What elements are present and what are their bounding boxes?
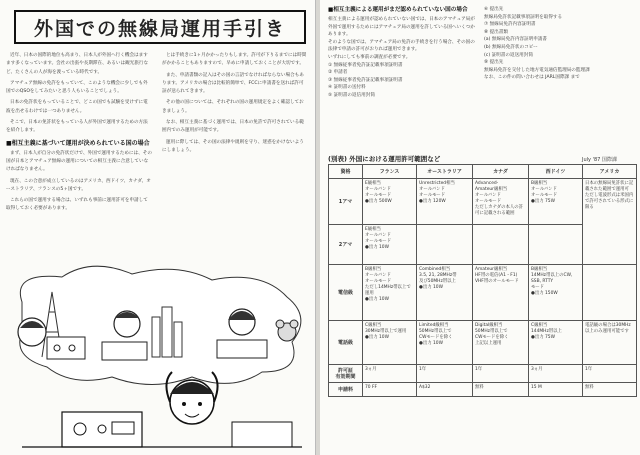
table-cell: 70 FF	[363, 383, 417, 397]
table-row	[329, 365, 637, 383]
list-item: 無線局免許状記載事項証明を取得する	[484, 14, 563, 20]
row-header: 申請料	[329, 383, 363, 397]
table-row	[329, 265, 637, 321]
list-item: (b) 無線局免許状のコピー	[484, 44, 538, 50]
table-cell: C級相当 30MHz帯以上で運用 ●出力 10W	[363, 321, 417, 365]
table-cell: Limited級相当 50MHz帯以上で CWモードを除く ●出力 10W	[417, 321, 473, 365]
paragraph: そこで、日本の免許状をもっている人が外国で運用するための方法を紹介します。	[6, 120, 148, 134]
right-column-1	[328, 6, 476, 100]
left-column-1	[6, 52, 152, 217]
list-item: 無線局免許を交付した地方電気通信監理局の監理課	[484, 67, 590, 73]
paragraph: その他の国については、それぞれの国の運用規定をよく確認しておきましょう。	[162, 100, 304, 114]
list-item: (a) 無線局免許内容証明申請書	[484, 37, 547, 43]
table-cell: 3ヵ月	[363, 365, 417, 383]
left-page	[0, 0, 316, 455]
section-heading: ■相互主義に基づいて運用が決められている国の場合	[6, 139, 150, 147]
paragraph: 近年、日本の国際的地位も高まり、日本人が外国へ行く機会はますます多くなっています。会社の出張や長期滞在、あるいは観光旅行など、たくさんの人が海を渡っている時代です。	[6, 53, 149, 75]
paragraph: いずれにしても事前の調査が必要です。	[328, 54, 411, 60]
paragraph: 運用に際しては、その国の法律や規則を守り、迷惑をかけないようにしましょう。	[162, 139, 304, 153]
table-header: フランス	[363, 165, 417, 179]
row-header: 許可証 有効期間	[329, 365, 363, 383]
table-cell: E級相当 オールバンド オールモード ●出力 500W	[363, 179, 417, 225]
table-header: 資格	[329, 165, 363, 179]
table-cell	[583, 265, 637, 321]
list-item: ⑨ 提出先	[484, 60, 504, 66]
paragraph: なお、相互主義に基づく運用では、日本の免許で許可されている範囲内でのみ運用が可能です。	[162, 120, 304, 134]
table-cell: 無料	[473, 383, 529, 397]
list-title: ① 無線従事者免許証記載事項証明書	[328, 62, 403, 68]
table-header: 西ドイツ	[529, 165, 583, 179]
table-cell: 日本の無線局免許状に記載された範囲で運用可 ただし電波形式は米国内で許可されている形式に限る	[583, 179, 637, 265]
paragraph: そのような国では、アマチュア局の免許の手続きを行う場合、その国の法律で申請の許可がおりれば運用できます。	[328, 39, 475, 53]
table-cell	[417, 225, 473, 265]
paragraph: これらの国で運用する場合は、いずれも事前に運用許可を申請して取得しておく必要があります。	[6, 198, 148, 212]
section-heading: ■相互主義による運用がまだ認められていない国の場合	[328, 7, 468, 13]
paragraph: とは手続きに1ヶ月かかったりもします。許可が下りるまでには時間がかかることもありますので、早めに申請しておくことが大切です。	[162, 53, 307, 67]
table-cell: 15 M	[529, 383, 583, 397]
list-item: ④ 証明書の送付料	[328, 85, 366, 91]
table-date: July '87 国際課	[582, 157, 617, 163]
table-cell: 電話級の場合は30MHz以上のみ運用可能です	[583, 321, 637, 365]
table-cell: E級相当 オールバンド オールモード ●出力 10W	[363, 225, 417, 265]
table-cell: 1年	[473, 365, 529, 383]
table-cell: B級相当 オールバンド オールモード ただし14MHz帯以上で運用 ●出力 10W	[363, 265, 417, 321]
table-cell: Amateur級相当 HF帯の電信(A1・F1) VHF帯のオールモード	[473, 265, 529, 321]
table-header: アメリカ	[583, 165, 637, 179]
table-caption: (別表) 外国における運用許可範囲など	[328, 155, 441, 163]
table-cell: 1年	[417, 365, 473, 383]
paragraph: アマチュア無線の免許をもっていて、このような機会に少しでも外国でのQSOをしてみたいと思う人もいることでしょう。	[6, 80, 148, 95]
right-page	[320, 0, 640, 455]
table-header: カナダ	[473, 165, 529, 179]
list-item: (c) 証明書の返送用封筒	[484, 52, 533, 58]
radio-operators-illustration	[2, 262, 314, 452]
table-row	[329, 321, 637, 365]
paragraph: また、申請書類の記入はその国の言語でなければならない場合もあります。アメリカの場合は比較的簡単で、FCCに申請書を送れば許可証が送られてきます。	[162, 72, 304, 95]
table-cell: Digital級相当 50MHz帯以上で CWモードを除く 上記以上運用	[473, 321, 529, 365]
table-cell: Advanced- Amateur級相当 オールバンド オールモード ただしカナダの本人の許可に記載される範囲	[473, 179, 529, 225]
table-cell: C級相当 144MHz帯以上 ●出力 75W	[529, 321, 583, 365]
table-cell: A$32	[417, 383, 473, 397]
list-item: ⑥ 提出先	[484, 7, 504, 12]
license-table	[328, 164, 637, 397]
table-cell: B級相当 オールバンド オールモード ●出力 75W	[529, 179, 583, 225]
paragraph: まず、日本人が自分の免許状だけで、外国で運用するためには、その国が日本とアマチュア無線の運用についての相互主義に合意していなければなりません。	[6, 150, 152, 173]
list-item: ② 申請者	[328, 70, 348, 76]
paragraph: 日本の免許状をもっていることで、どこの国でも試験を受けずに電波を出せるわけでは一つありません。	[6, 100, 148, 114]
page-title: 外国での無線局運用手引き	[14, 10, 306, 44]
table-cell	[529, 225, 583, 265]
table-cell: B級相当 14MHz帯以上のCW, SSB, RTTY モード ●出力 150W	[529, 265, 583, 321]
table-cell: 無料	[583, 383, 637, 397]
row-header: 1アマ	[329, 179, 363, 225]
left-column-2	[162, 52, 308, 158]
list-item: なお、この件の問い合わせは JARL国際課 まで	[484, 75, 580, 81]
table-cell: Unrestricted相当 オールバンド オールモード ●出力 120W	[417, 179, 473, 225]
table-cell: Combined相当 3.5, 21, 28MHz帯 及び50MHz帯以上 ●出力 10W	[417, 265, 473, 321]
paragraph: 現在、この合意が成立しているのはアメリカ、西ドイツ、カナダ、オーストラリア、フランスの5ヶ国です。	[6, 178, 151, 192]
table-cell: 3ヵ月	[529, 365, 583, 383]
table-row	[329, 179, 637, 225]
table-header-row	[329, 165, 637, 179]
list-item: ⑦ 無線局免許内容証明書	[484, 22, 536, 28]
row-header: 電信級	[329, 265, 363, 321]
row-header: 電話級	[329, 321, 363, 365]
row-header: 2アマ	[329, 225, 363, 265]
list-item: ③ 無線従事者免許証記載事項証明書	[328, 77, 403, 83]
table-cell	[473, 225, 529, 265]
table-row	[329, 383, 637, 397]
list-item: ⑧ 提出書類	[484, 29, 508, 35]
table-cell: 1年	[583, 365, 637, 383]
table-header: オーストラリア	[417, 165, 473, 179]
list-item: ⑤ 証明書の返信用封筒	[328, 92, 375, 98]
right-column-2	[484, 6, 634, 82]
paragraph: 相互主義による運用が認められていない国では、日本のアマチュア局が外国で運用するためにはアマチュア局の運用を許している国へいくつかあります。	[328, 17, 475, 38]
